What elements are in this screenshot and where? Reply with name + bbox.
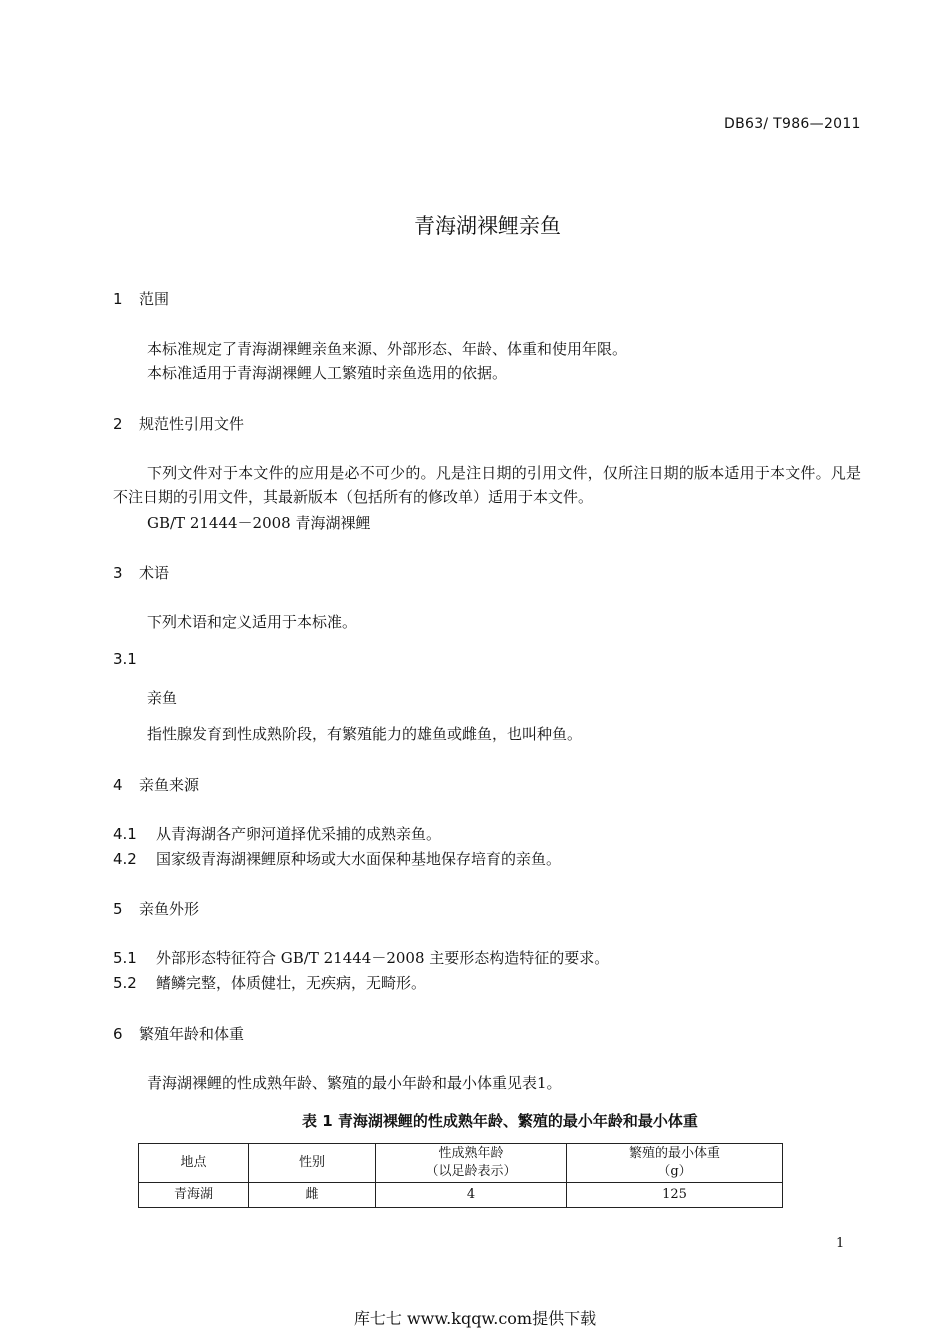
table-cell: 125 xyxy=(567,1183,783,1208)
section-number: 2 xyxy=(113,415,123,433)
item-number: 4.2 xyxy=(113,850,137,868)
section-5-heading xyxy=(113,898,199,919)
section-3-heading xyxy=(113,562,169,583)
item-text: 从青海湖各产卵河道择优采捕的成熟亲鱼。 xyxy=(156,825,442,843)
section-title: 术语 xyxy=(139,564,170,582)
standard-code: DB63/ T986—2011 xyxy=(724,116,861,132)
paragraph: 下列术语和定义适用于本标准。 xyxy=(147,613,358,631)
table-cell: 雌 xyxy=(249,1183,376,1208)
page-number: 1 xyxy=(836,1236,845,1251)
list-item xyxy=(113,848,561,869)
list-item xyxy=(113,947,609,968)
list-item xyxy=(113,823,441,844)
paragraph: 青海湖裸鲤的性成熟年龄、繁殖的最小年龄和最小体重见表1。 xyxy=(147,1074,562,1092)
normative-reference: GB/T 21444－2008 青海湖裸鲤 xyxy=(147,514,371,532)
paragraph: 本标准规定了青海湖裸鲤亲鱼来源、外部形态、年龄、体重和使用年限。 xyxy=(147,340,628,358)
header-cell xyxy=(567,1144,783,1183)
table-cell: 4 xyxy=(376,1183,567,1208)
header-line: 繁殖的最小体重 xyxy=(628,1146,720,1161)
section-4-heading xyxy=(113,774,199,795)
item-number: 4.1 xyxy=(113,825,137,843)
section-title: 范围 xyxy=(139,290,170,308)
item-number: 5.1 xyxy=(113,949,137,967)
table-cell: 青海湖 xyxy=(139,1183,249,1208)
section-1-heading xyxy=(113,288,169,309)
header-line: 性成熟年龄 xyxy=(438,1146,504,1161)
section-number: 5 xyxy=(113,900,123,918)
section-title: 规范性引用文件 xyxy=(139,415,245,433)
list-item xyxy=(113,972,426,993)
header-line: （以足龄表示） xyxy=(425,1164,517,1179)
document-title: 青海湖裸鲤亲鱼 xyxy=(414,214,561,238)
section-2-heading xyxy=(113,413,244,434)
item-number: 5.2 xyxy=(113,974,137,992)
section-number: 4 xyxy=(113,776,123,794)
section-title: 繁殖年龄和体重 xyxy=(139,1025,245,1043)
paragraph: 下列文件对于本文件的应用是必不可少的。凡是注日期的引用文件，仅所注日期的版本适用于本文件。凡是不注日期的引用文件，其最新版本（包括所有的修改单）适用于本文件。 xyxy=(113,464,861,506)
table-caption: 表 1 青海湖裸鲤的性成熟年龄、繁殖的最小年龄和最小体重 xyxy=(302,1112,698,1130)
table-header-row xyxy=(139,1144,783,1183)
data-table xyxy=(138,1143,783,1208)
section-title: 亲鱼外形 xyxy=(139,900,200,918)
item-text: 鳍鳞完整，体质健壮，无疾病，无畸形。 xyxy=(156,974,427,992)
table-row xyxy=(139,1183,783,1208)
item-text: 国家级青海湖裸鲤原种场或大水面保种基地保存培育的亲鱼。 xyxy=(156,850,562,868)
section-number: 1 xyxy=(113,290,123,308)
header-cell xyxy=(376,1144,567,1183)
header-line: （g） xyxy=(657,1164,692,1179)
section-number: 3 xyxy=(113,564,123,582)
section-number: 6 xyxy=(113,1025,123,1043)
term: 亲鱼 xyxy=(147,689,178,707)
subsection-number: 3.1 xyxy=(113,650,137,668)
header-cell: 性别 xyxy=(249,1144,376,1183)
section-title: 亲鱼来源 xyxy=(139,776,200,794)
item-text: 外部形态特征符合 GB/T 21444－2008 主要形态构造特征的要求。 xyxy=(156,949,610,967)
footer-source-text: 库七七 www.kqqw.com提供下载 xyxy=(353,1309,597,1328)
paragraph: 本标准适用于青海湖裸鲤人工繁殖时亲鱼选用的依据。 xyxy=(147,364,508,382)
header-cell: 地点 xyxy=(139,1144,249,1183)
section-6-heading xyxy=(113,1023,244,1044)
definition: 指性腺发育到性成熟阶段，有繁殖能力的雄鱼或雌鱼，也叫种鱼。 xyxy=(147,725,583,743)
